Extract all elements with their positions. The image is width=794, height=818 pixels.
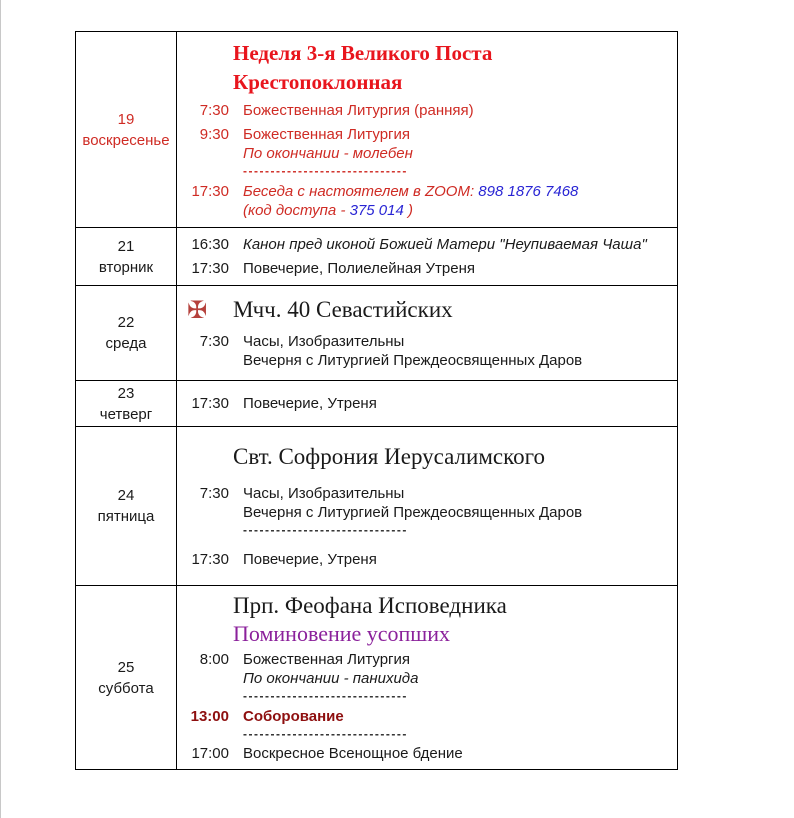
schedule-table bbox=[75, 31, 678, 770]
service-text: По окончании - панихида bbox=[243, 670, 419, 688]
day-name: суббота bbox=[98, 679, 154, 697]
service-description-line bbox=[243, 351, 582, 370]
feast-title bbox=[177, 620, 671, 647]
day-name: среда bbox=[105, 335, 147, 352]
day-cell bbox=[76, 381, 177, 426]
service-text: 375 014 bbox=[349, 201, 404, 219]
table-row-day-21 bbox=[76, 227, 677, 285]
day-cell bbox=[76, 427, 177, 585]
service-description bbox=[243, 182, 578, 220]
feast-title bbox=[177, 296, 671, 324]
feast-header-block bbox=[177, 592, 671, 647]
table-row-day-22 bbox=[76, 285, 677, 380]
day-number: 25 bbox=[117, 658, 135, 676]
service-text: Беседа с настоятелем в ZOOM: bbox=[243, 182, 479, 200]
table-row-day-19 bbox=[76, 32, 677, 227]
day-number: 23 bbox=[117, 384, 135, 402]
day-name: четверг bbox=[99, 405, 153, 423]
table-row-day-25 bbox=[76, 585, 677, 769]
service-description-line bbox=[243, 182, 578, 201]
service-description-line bbox=[243, 503, 582, 522]
service-description-line bbox=[243, 744, 463, 763]
day-name: вторник bbox=[98, 258, 154, 276]
service-description-line bbox=[243, 394, 377, 413]
service-text: (код доступа - bbox=[243, 201, 350, 219]
service-time: 17:30 bbox=[191, 551, 229, 568]
service-description bbox=[243, 125, 413, 163]
day-name: воскресенье bbox=[82, 131, 170, 149]
feast-title bbox=[177, 68, 671, 97]
service-entry-row bbox=[177, 484, 671, 522]
service-entry bbox=[177, 182, 671, 220]
service-text: Соборование bbox=[243, 707, 344, 725]
service-text: Вечерня с Литургией Преждеосвященных Даров bbox=[243, 351, 583, 369]
day-schedule bbox=[177, 286, 677, 380]
service-entry-row bbox=[177, 125, 671, 163]
service-text: Повечерие, Полиелейная Утреня bbox=[243, 259, 475, 277]
service-text: Повечерие, Утреня bbox=[243, 551, 377, 568]
feast-title bbox=[177, 443, 671, 471]
service-description-line bbox=[243, 201, 578, 220]
day-number: 21 bbox=[117, 237, 135, 255]
service-time: 7:30 bbox=[199, 102, 229, 120]
feast-title bbox=[177, 39, 671, 68]
day-schedule bbox=[177, 32, 677, 227]
service-description bbox=[243, 650, 418, 688]
service-description bbox=[243, 744, 463, 763]
service-time: 17:30 bbox=[191, 395, 229, 412]
service-time: 7:30 bbox=[199, 485, 229, 502]
page-edge-line bbox=[0, 0, 1, 818]
service-description-line bbox=[243, 259, 475, 278]
day-schedule bbox=[177, 381, 677, 426]
service-description bbox=[243, 259, 475, 278]
service-description-line bbox=[243, 101, 474, 120]
service-entry-row bbox=[177, 101, 671, 120]
service-entry bbox=[177, 332, 671, 370]
feast-title-text: Свт. Софрония Иерусалимского bbox=[233, 444, 545, 469]
service-entry bbox=[177, 125, 671, 178]
day-schedule bbox=[177, 586, 677, 769]
service-description-line bbox=[243, 650, 418, 669]
service-description bbox=[243, 484, 582, 522]
service-text: Воскресное Всенощное бдение bbox=[243, 744, 463, 762]
service-description bbox=[243, 707, 344, 726]
service-entry-row bbox=[177, 744, 671, 763]
day-cell bbox=[76, 228, 177, 285]
day-name: пятница bbox=[97, 508, 155, 525]
service-entry-row bbox=[177, 332, 671, 370]
service-entry-row bbox=[177, 394, 671, 413]
day-number: 24 bbox=[117, 487, 135, 504]
feast-title-text: Мчч. 40 Севастийских bbox=[233, 297, 453, 323]
service-text: ) bbox=[403, 201, 414, 219]
service-text: Божественная Литургия bbox=[243, 125, 411, 143]
service-entry bbox=[177, 744, 671, 763]
service-description bbox=[243, 235, 647, 254]
service-description bbox=[243, 394, 377, 413]
service-time: 17:30 bbox=[191, 259, 229, 277]
service-text: Вечерня с Литургией Преждеосвященных Даров bbox=[243, 504, 583, 521]
service-text: По окончании - молебен bbox=[243, 144, 413, 162]
service-description-line bbox=[243, 550, 377, 569]
service-description-line bbox=[243, 125, 413, 144]
service-text: Часы, Изобразительны bbox=[243, 485, 405, 502]
service-time: 8:00 bbox=[199, 651, 229, 669]
service-description-line bbox=[243, 332, 582, 351]
service-entry-row bbox=[177, 550, 671, 569]
service-time: 16:30 bbox=[191, 236, 229, 254]
service-time: 13:00 bbox=[190, 707, 229, 725]
feast-title-text: Поминовение усопших bbox=[233, 621, 451, 647]
day-schedule bbox=[177, 228, 677, 285]
feast-header-block bbox=[177, 39, 671, 97]
feast-header-block bbox=[177, 443, 671, 471]
day-schedule bbox=[177, 427, 677, 585]
day-cell bbox=[76, 286, 177, 380]
service-entry bbox=[177, 707, 671, 741]
service-description bbox=[243, 101, 474, 120]
service-time: 17:00 bbox=[191, 744, 229, 762]
service-entry bbox=[177, 484, 671, 537]
service-entry-row bbox=[177, 235, 671, 254]
service-description-line bbox=[243, 484, 582, 503]
service-time: 7:30 bbox=[199, 332, 229, 350]
service-entry bbox=[177, 235, 671, 254]
service-entry-row bbox=[177, 707, 671, 726]
day-number: 22 bbox=[117, 314, 135, 331]
service-entry-row bbox=[177, 259, 671, 278]
day-cell bbox=[76, 586, 177, 769]
service-entry bbox=[177, 101, 671, 120]
service-description-line bbox=[243, 707, 344, 726]
service-entry bbox=[177, 259, 671, 278]
service-entry-row bbox=[177, 650, 671, 688]
service-description-line bbox=[243, 144, 413, 163]
day-number: 19 bbox=[117, 110, 135, 128]
service-description-line bbox=[243, 669, 418, 688]
service-text: Канон пред иконой Божией Матери "Неупиваемая Чаша" bbox=[243, 236, 647, 254]
service-text: Повечерие, Утреня bbox=[243, 395, 377, 412]
service-text: Божественная Литургия bbox=[243, 651, 411, 669]
feast-title bbox=[177, 592, 671, 620]
dashed-separator: ------------------------------ bbox=[243, 165, 408, 177]
dashed-separator: ------------------------------ bbox=[243, 728, 408, 740]
feast-title-text: Прп. Феофана Исповедника bbox=[233, 593, 507, 619]
service-time: 9:30 bbox=[199, 125, 229, 143]
dashed-separator: ------------------------------ bbox=[243, 691, 408, 703]
cross-icon: ✠ bbox=[187, 296, 208, 325]
service-description-line bbox=[243, 235, 647, 254]
service-entry bbox=[177, 650, 671, 703]
service-text: 898 1876 7468 bbox=[478, 182, 579, 200]
service-text: Часы, Изобразительны bbox=[243, 332, 405, 350]
table-row-day-23 bbox=[76, 380, 677, 426]
service-entry bbox=[177, 394, 671, 413]
service-description bbox=[243, 550, 377, 569]
service-entry bbox=[177, 550, 671, 569]
day-cell bbox=[76, 32, 177, 227]
feast-title-text: Неделя 3-я Великого Поста bbox=[233, 41, 493, 66]
service-entry-row bbox=[177, 182, 671, 220]
feast-title-text: Крестопоклонная bbox=[233, 70, 403, 95]
dashed-separator: ------------------------------ bbox=[243, 525, 408, 536]
service-text: Божественная Литургия (ранняя) bbox=[243, 102, 474, 120]
feast-header-block bbox=[177, 296, 671, 324]
table-row-day-24 bbox=[76, 426, 677, 585]
service-time: 17:30 bbox=[191, 182, 229, 200]
service-description bbox=[243, 332, 582, 370]
